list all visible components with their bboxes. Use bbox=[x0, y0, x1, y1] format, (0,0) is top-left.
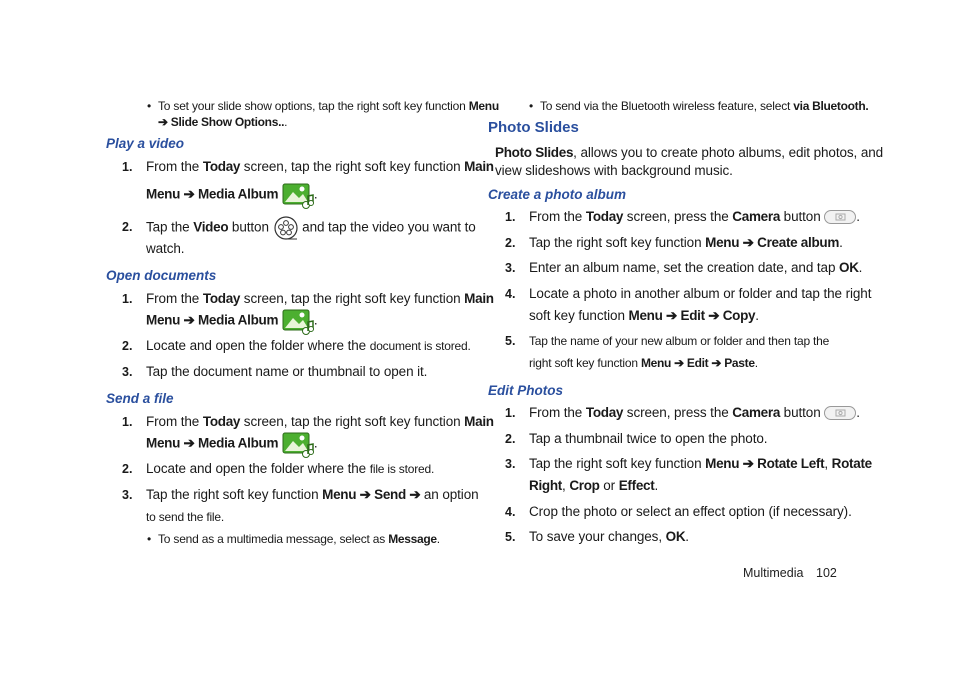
step-number: 1. bbox=[122, 160, 133, 174]
step-text: Tap the right soft key function Menu ➔ Send ➔ an option bbox=[146, 487, 479, 502]
step-number: 1. bbox=[505, 210, 516, 224]
step-number: 2. bbox=[122, 462, 133, 476]
step-text-line2: to send the file. bbox=[146, 510, 224, 524]
step-number: 2. bbox=[122, 339, 133, 353]
step-text: Locate and open the folder where the document is stored. bbox=[146, 338, 471, 353]
intro-text: Photo Slides, allows you to create photo albums, edit photos, and bbox=[495, 145, 884, 160]
camera-button-icon bbox=[824, 210, 856, 224]
step-number: 1. bbox=[505, 406, 516, 420]
step-text: Tap the right soft key function Menu ➔ Rotate Left, Rotate bbox=[529, 456, 872, 471]
step-text: Locate and open the folder where the file is stored. bbox=[146, 461, 435, 476]
step-text-line2: Menu ➔ Media Album . bbox=[146, 308, 318, 334]
page-number: 102 bbox=[816, 566, 837, 580]
step-text: From the Today screen, press the Camera button . bbox=[529, 209, 860, 224]
step-text: Enter an album name, set the creation date, and tap OK. bbox=[529, 260, 863, 275]
step-number: 2. bbox=[122, 220, 133, 234]
step-text-line2: Menu ➔ Media Album . bbox=[146, 182, 318, 208]
step-number: 5. bbox=[505, 334, 516, 348]
step-number: 5. bbox=[505, 530, 516, 544]
step-text: From the Today screen, tap the right soft key function Main bbox=[146, 159, 494, 174]
step-text-line2: right soft key function Menu ➔ Edit ➔ Paste. bbox=[529, 356, 758, 370]
step-text: From the Today screen, tap the right soft key function Main bbox=[146, 291, 494, 306]
step-text: Tap the Video button and tap the video you want to bbox=[146, 215, 476, 241]
bullet-bluetooth: • To send via the Bluetooth wireless feature, select via Bluetooth. bbox=[540, 99, 868, 113]
heading-open-documents: Open documents bbox=[106, 268, 217, 283]
step-text: Tap the name of your new album or folder and then tap the bbox=[529, 334, 830, 348]
footer-section: Multimedia bbox=[743, 566, 804, 580]
step-number: 3. bbox=[122, 365, 133, 379]
step-text: Tap the right soft key function Menu ➔ Create album. bbox=[529, 235, 843, 250]
step-text-line2: Right, Crop or Effect. bbox=[529, 478, 659, 493]
step-text: From the Today screen, tap the right soft key function Main bbox=[146, 414, 494, 429]
step-text: Tap a thumbnail twice to open the photo. bbox=[529, 431, 768, 446]
step-text: Crop the photo or select an effect option (if necessary). bbox=[529, 504, 852, 519]
step-number: 3. bbox=[505, 457, 516, 471]
heading-edit-photos: Edit Photos bbox=[488, 383, 563, 398]
step-number: 2. bbox=[505, 236, 516, 250]
heading-create-album: Create a photo album bbox=[488, 187, 627, 202]
camera-button-icon bbox=[824, 406, 856, 420]
video-icon bbox=[273, 215, 299, 241]
step-text: Locate a photo in another album or folder and tap the right bbox=[529, 286, 872, 301]
step-number: 3. bbox=[505, 261, 516, 275]
step-number: 4. bbox=[505, 287, 516, 301]
heading-send-file: Send a file bbox=[106, 391, 174, 406]
media-album-icon bbox=[282, 182, 314, 208]
step-text-line2: Menu ➔ Media Album . bbox=[146, 431, 318, 457]
step-text-line2: watch. bbox=[146, 241, 185, 256]
media-album-icon bbox=[282, 308, 314, 334]
section-title-photo-slides: Photo Slides bbox=[488, 119, 579, 136]
step-text: From the Today screen, press the Camera button . bbox=[529, 405, 860, 420]
step-text: To save your changes, OK. bbox=[529, 529, 689, 544]
step-text: Tap the document name or thumbnail to open it. bbox=[146, 364, 428, 379]
intro-text-line2: view slideshows with background music. bbox=[495, 163, 733, 178]
bullet-slideshow-options: • To set your slide show options, tap the right soft key function Menu bbox=[158, 99, 499, 113]
heading-play-video: Play a video bbox=[106, 136, 185, 151]
bullet-send-message: • To send as a multimedia message, select as Message. bbox=[158, 532, 440, 546]
bullet-slideshow-options-line2: ➔ Slide Show Options... bbox=[158, 115, 288, 129]
step-number: 3. bbox=[122, 488, 133, 502]
step-number: 2. bbox=[505, 432, 516, 446]
step-number: 4. bbox=[505, 505, 516, 519]
media-album-icon bbox=[282, 431, 314, 457]
step-number: 1. bbox=[122, 415, 133, 429]
step-number: 1. bbox=[122, 292, 133, 306]
step-text-line2: soft key function Menu ➔ Edit ➔ Copy. bbox=[529, 308, 759, 323]
